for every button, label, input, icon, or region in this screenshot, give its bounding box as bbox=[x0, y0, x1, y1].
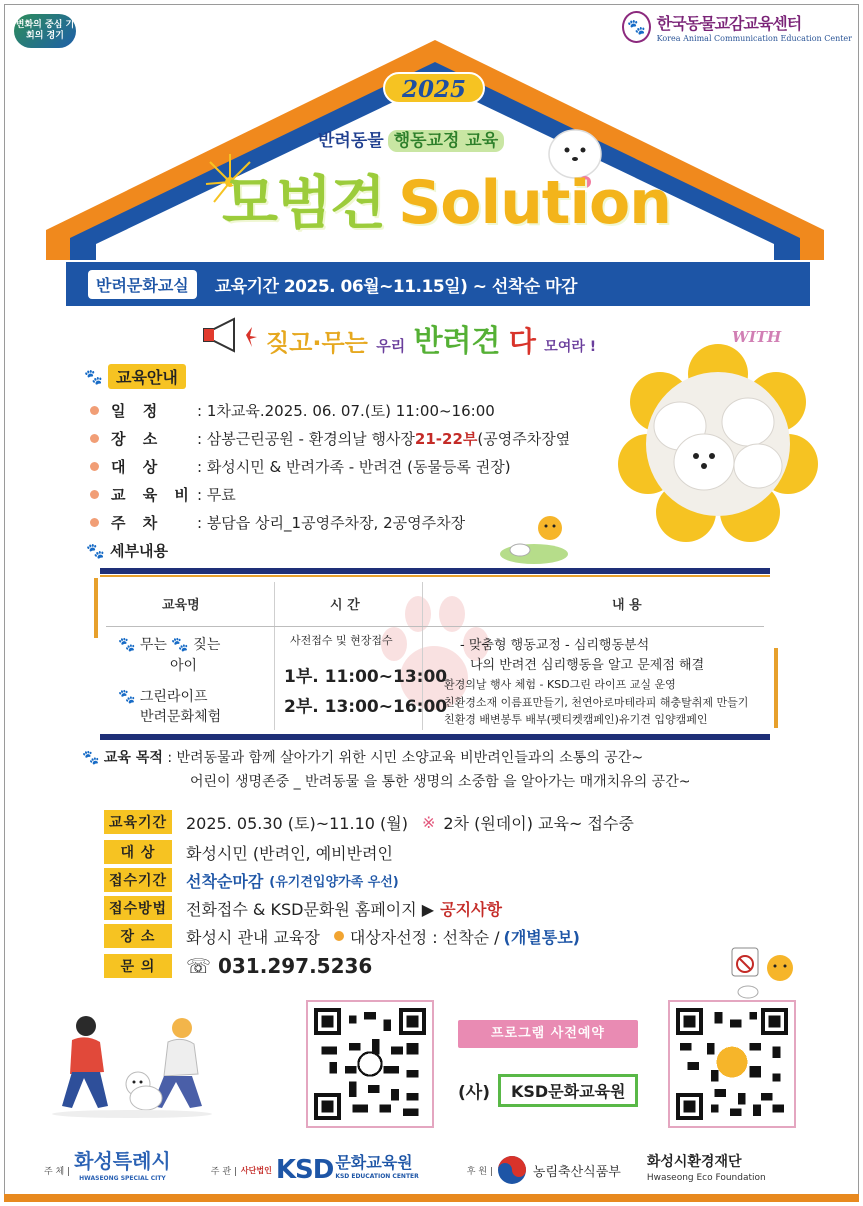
paw-seal-icon: 🐾 bbox=[622, 11, 651, 43]
cat-sign-icon bbox=[728, 946, 804, 1000]
content-2: 나의 반려견 심리행동을 알고 문제점 해결 bbox=[470, 658, 705, 673]
select-value: 대상자선정 : 선착순 / bbox=[349, 927, 500, 947]
method-link: 공지사항 bbox=[440, 899, 502, 919]
bullet-dot bbox=[334, 931, 344, 941]
paw-icon: 🐾 bbox=[82, 750, 100, 766]
year-badge: 2025 bbox=[383, 72, 485, 104]
org-prefix: (사) bbox=[458, 1083, 490, 1103]
qr-pattern-icon bbox=[676, 1008, 788, 1120]
contact-phone: ☏ 031.297.5236 bbox=[186, 954, 373, 978]
info-value: : 1차교육.2025. 06. 07.(토) 11:00~16:00 bbox=[197, 402, 495, 420]
purpose-text-2: 어린이 생명존중 _ 반려동물 을 통한 생명의 소중함 을 알아가는 매개치유의 공간~ bbox=[190, 774, 691, 790]
info-row-schedule bbox=[90, 400, 495, 421]
place-value: 화성시 관내 교육장 bbox=[186, 927, 320, 947]
host-sub: HWASEONG SPECIAL CITY bbox=[79, 1175, 166, 1182]
reg-key: 접수기간 bbox=[104, 868, 172, 892]
info-row-fee bbox=[90, 484, 236, 505]
slogan-part2: 우리 bbox=[376, 337, 406, 355]
details-header bbox=[86, 540, 168, 561]
purpose-label: 교육 목적 bbox=[103, 750, 163, 766]
info-value-tail: (공영주차장옆 bbox=[477, 430, 571, 448]
th-course: 교육명 bbox=[162, 598, 200, 613]
select-note: (개별통보) bbox=[503, 927, 580, 947]
subtitle-highlight: 행동교정 교육 bbox=[388, 130, 504, 152]
table-top-accent bbox=[100, 575, 770, 577]
paw-icon: 🐾 bbox=[86, 541, 105, 560]
org-name-box: KSD문화교육원 bbox=[498, 1074, 638, 1107]
org-corp: 사단법인 bbox=[240, 1165, 272, 1175]
method-key: 접수방법 bbox=[104, 896, 172, 920]
course1-part-b: 짖는 bbox=[193, 637, 221, 653]
table-bottom-bar bbox=[100, 734, 770, 740]
qr-code-left[interactable] bbox=[306, 1000, 434, 1128]
info-target bbox=[104, 840, 393, 864]
info-place bbox=[104, 924, 580, 948]
course2-title bbox=[118, 686, 208, 706]
table-left-accent bbox=[94, 578, 98, 638]
info-value: : 삼봉근린공원 - 환경의날 행사장 bbox=[197, 430, 415, 448]
course2-part-a: 그린라이프 bbox=[139, 689, 208, 705]
org-name-en: Korea Animal Communication Education Center bbox=[656, 34, 852, 43]
qr-code-right[interactable] bbox=[668, 1000, 796, 1128]
sponsor1-name: 농림축산식품부 bbox=[532, 1164, 621, 1180]
content-4: 친환경소재 이름표만들기, 천연아로마테라피 해충탈취제 만들기 bbox=[444, 696, 749, 709]
info-key: 주 차 bbox=[111, 514, 164, 532]
sponsor2-en: Hwaseong Eco Foundation bbox=[646, 1173, 766, 1183]
info-period bbox=[104, 810, 634, 834]
content-5: 친환경 배변봉투 배부(펫티켓캠페인)유기견 입양캠페인 bbox=[444, 713, 708, 726]
info-value: : 화성시민 & 반려가족 - 반려견 (동물등록 권장) bbox=[197, 458, 511, 476]
org-ksd: KSD bbox=[275, 1155, 334, 1185]
host-label: 주 체 | bbox=[44, 1166, 71, 1177]
bullet-dot bbox=[90, 518, 99, 527]
host-logo bbox=[74, 1149, 171, 1188]
details-label: 세부내용 bbox=[110, 542, 168, 560]
th-content: 내 용 bbox=[612, 598, 642, 613]
mafra-logo bbox=[497, 1155, 621, 1185]
paw-icon: 🐾 bbox=[118, 689, 136, 705]
table-top-bar bbox=[100, 568, 770, 574]
people-dog-illustration bbox=[42, 1010, 222, 1120]
period-key: 교육기간 bbox=[104, 810, 172, 834]
with-text: WITH bbox=[732, 328, 782, 346]
purpose-text-1: : 반려동물과 함께 살아가기 위한 시민 소양교육 비반려인들과의 소통의 공간~ bbox=[167, 750, 644, 766]
bullet-dot bbox=[90, 434, 99, 443]
info-contact bbox=[104, 954, 372, 978]
flower-dog-photo bbox=[616, 344, 820, 544]
slogan-part5: 모여라 ! bbox=[544, 339, 597, 355]
slogan-part1: 짖고·무는 bbox=[266, 329, 368, 357]
target-value: 화성시민 (반려인, 예비반려인 bbox=[186, 843, 393, 863]
info-method bbox=[104, 896, 502, 920]
org-label: 주 관 | bbox=[210, 1166, 237, 1177]
org-sub: KSD EDUCATION CENTER bbox=[335, 1173, 419, 1180]
subtitle-prefix: 반려동물 bbox=[318, 131, 384, 151]
sponsor2-name: 화성시환경재단 bbox=[646, 1154, 742, 1170]
bullet-dot bbox=[90, 462, 99, 471]
env-logo bbox=[647, 1154, 766, 1186]
content-1: - 맞춤형 행동교정 - 심리행동분석 bbox=[460, 638, 650, 653]
slogan-part4: 다 bbox=[508, 325, 536, 358]
subtitle bbox=[318, 126, 504, 151]
dog-cartoon-icon bbox=[498, 510, 578, 566]
taegeuk-icon bbox=[497, 1155, 527, 1185]
info-value: : 무료 bbox=[197, 486, 236, 504]
banner-period: 교육기간 2025. 06월~11.15일) ~ 선착순 마감 bbox=[214, 276, 577, 297]
table-col-divider bbox=[274, 582, 275, 730]
title-kr: 모범견 bbox=[222, 169, 385, 237]
ksd-org-box bbox=[458, 1074, 638, 1107]
footer bbox=[44, 1150, 824, 1190]
bottom-strip bbox=[4, 1194, 859, 1202]
banner-tag: 반려문화교실 bbox=[88, 270, 197, 299]
info-value-red: 21-22부 bbox=[414, 430, 478, 448]
slogan bbox=[266, 316, 596, 360]
title-en: Solution bbox=[398, 168, 671, 238]
qr-pattern-icon bbox=[314, 1008, 426, 1120]
info-key: 일 정 bbox=[111, 402, 164, 420]
reservation-label: 프로그램 사전예약 bbox=[458, 1020, 638, 1048]
course1-sub: 아이 bbox=[170, 658, 198, 674]
info-row-place bbox=[90, 428, 570, 449]
edu-guide-label: 교육안내 bbox=[108, 364, 186, 389]
paw-icon: 🐾 bbox=[84, 367, 103, 386]
period-note: 2차 (원데이) 교육~ 접수중 bbox=[443, 813, 634, 833]
period-banner bbox=[66, 262, 810, 306]
info-row-target bbox=[90, 456, 511, 477]
time-2: 2부. 13:00~16:00 bbox=[284, 697, 448, 717]
main-title bbox=[222, 168, 671, 238]
period-value: 2025. 05.30 (토)~11.10 (월) bbox=[186, 813, 408, 833]
paw-icon: 🐾 bbox=[171, 637, 189, 653]
time-1: 1부. 11:00~13:00 bbox=[284, 667, 448, 687]
megaphone-icon bbox=[200, 317, 258, 353]
target-key: 대 상 bbox=[104, 840, 172, 864]
th-time: 시 간 bbox=[330, 598, 360, 613]
purpose-line-1 bbox=[82, 746, 690, 770]
table-right-accent bbox=[774, 648, 778, 728]
org-name-kr: 한국동물교감교육센터 bbox=[656, 14, 802, 33]
reg-value: 선착순마감 bbox=[186, 871, 264, 891]
course2-sub: 반려문화체험 bbox=[140, 709, 222, 725]
content-3: 환경의날 행사 체험 - KSD그린 라이프 교실 운영 bbox=[444, 678, 676, 691]
method-value: 전화접수 & KSD문화원 홈페이지 ▶ bbox=[186, 899, 435, 919]
bullet-dot bbox=[90, 406, 99, 415]
info-key: 교 육 비 bbox=[111, 486, 195, 504]
course1-title bbox=[118, 634, 220, 654]
contact-key: 문 의 bbox=[104, 954, 172, 978]
time-note: 사전접수 및 현장접수 bbox=[290, 634, 393, 647]
info-key: 장 소 bbox=[111, 430, 164, 448]
reg-note: (유기견입양가족 우선) bbox=[269, 874, 399, 890]
purpose bbox=[82, 746, 690, 794]
bullet-dot bbox=[90, 490, 99, 499]
info-registration bbox=[104, 868, 399, 892]
place-key: 장 소 bbox=[104, 924, 172, 948]
info-row-parking bbox=[90, 512, 465, 533]
sponsor-label: 후 원 | bbox=[466, 1166, 493, 1177]
info-value: : 봉담읍 상리_1공영주차장, 2공영주차장 bbox=[197, 514, 466, 532]
ksd-logo bbox=[241, 1155, 419, 1185]
gyeonggi-logo: 변화의 중심 기회의 경기 bbox=[14, 14, 76, 48]
paw-icon: 🐾 bbox=[118, 637, 136, 653]
table-header-divider bbox=[106, 626, 764, 627]
info-key: 대 상 bbox=[111, 458, 164, 476]
period-asterisk: ※ bbox=[421, 812, 436, 832]
course1-part-a: 무는 bbox=[139, 637, 167, 653]
org-name: 문화교육원 bbox=[335, 1153, 413, 1172]
slogan-part3: 반려견 bbox=[413, 324, 501, 359]
host-name: 화성특례시 bbox=[74, 1149, 171, 1173]
edu-guide-header bbox=[84, 364, 186, 389]
